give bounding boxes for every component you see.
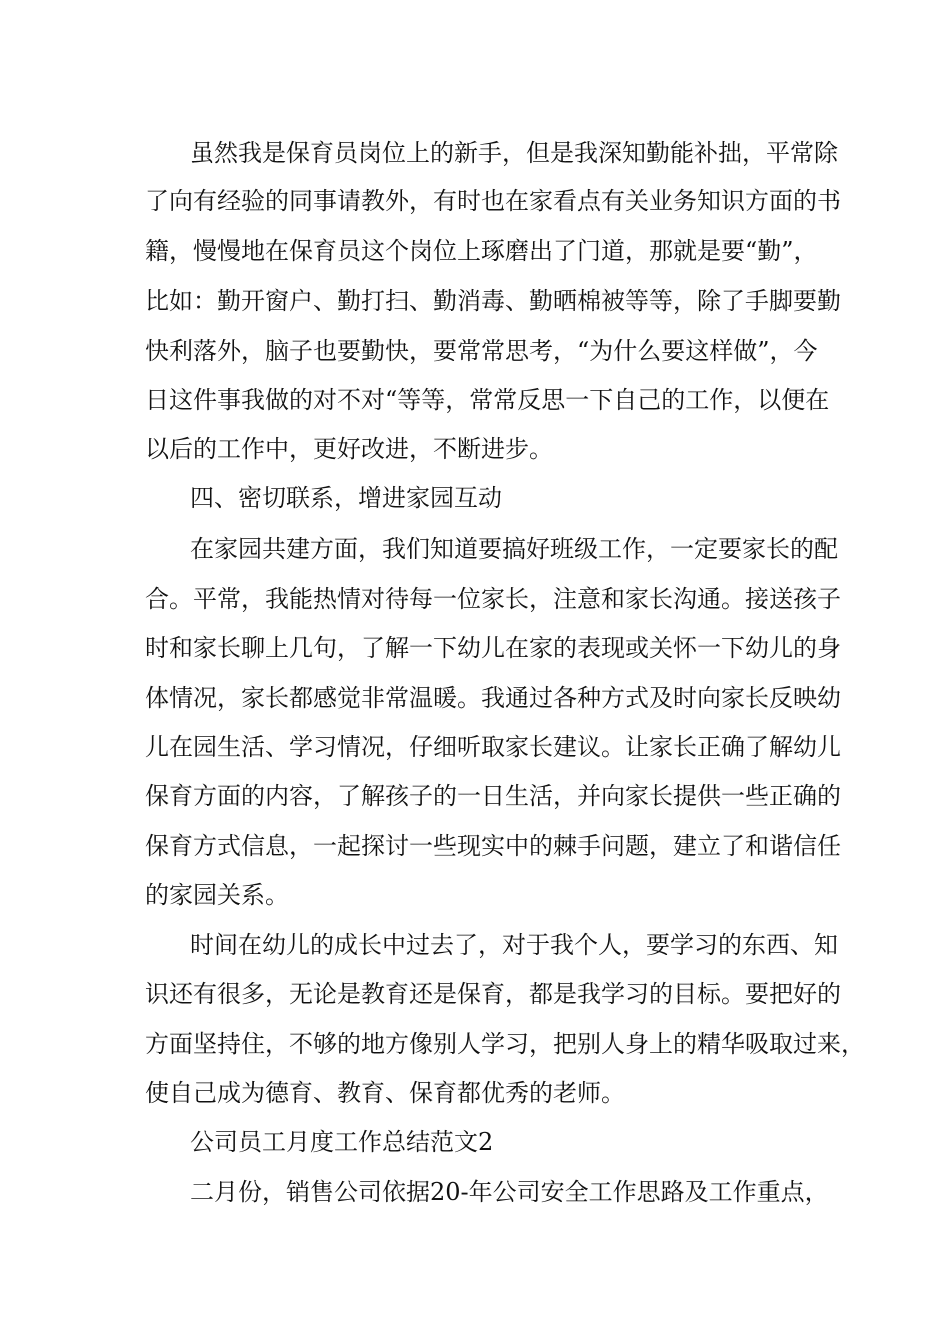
paragraph-3-line-3: 方面坚持住，不够的地方像别人学习，把别人身上的精华吸取过来， — [145, 1030, 865, 1058]
paragraph-1-line-7: 以后的工作中，更好改进，不断进步。 — [145, 435, 553, 463]
paragraph-1-line-5: 快利落外，脑子也要勤快，要常常思考，“为什么要这样做”，今 — [145, 337, 818, 365]
paragraph-4-line-1: 二月份，销售公司依据20-年公司安全工作思路及工作重点， — [190, 1178, 829, 1206]
paragraph-1-line-6: 日这件事我做的对不对“等等，常常反思一下自己的工作，以便在 — [145, 386, 830, 414]
section-heading-4: 四、密切联系，增进家园互动 — [190, 484, 502, 512]
paragraph-2-line-1: 在家园共建方面，我们知道要搞好班级工作，一定要家长的配 — [190, 535, 838, 563]
paragraph-3-line-4: 使自己成为德育、教育、保育都优秀的老师。 — [145, 1079, 625, 1107]
paragraph-1-line-1: 虽然我是保育员岗位上的新手，但是我深知勤能补拙，平常除 — [190, 139, 838, 167]
paragraph-2-line-3: 时和家长聊上几句，了解一下幼儿在家的表现或关怀一下幼儿的身 — [145, 634, 841, 662]
paragraph-3-line-1: 时间在幼儿的成长中过去了，对于我个人，要学习的东西、知 — [190, 931, 838, 959]
article-title: 公司员工月度工作总结范文2 — [190, 1128, 494, 1156]
paragraph-2-line-8: 的家园关系。 — [145, 881, 289, 909]
paragraph-2-line-6: 保育方面的内容，了解孩子的一日生活，并向家长提供一些正确的 — [145, 782, 841, 810]
paragraph-1-line-3: 籍，慢慢地在保育员这个岗位上琢磨出了门道，那就是要“勤”， — [145, 237, 818, 265]
paragraph-3-line-2: 识还有很多，无论是教育还是保育，都是我学习的目标。要把好的 — [145, 980, 841, 1008]
paragraph-1-line-2: 了向有经验的同事请教外，有时也在家看点有关业务知识方面的书 — [145, 187, 841, 215]
paragraph-2-line-4: 体情况，家长都感觉非常温暖。我通过各种方式及时向家长反映幼 — [145, 684, 841, 712]
paragraph-2-line-5: 儿在园生活、学习情况，仔细听取家长建议。让家长正确了解幼儿 — [145, 733, 841, 761]
paragraph-2-line-7: 保育方式信息，一起探讨一些现实中的棘手问题，建立了和谐信任 — [145, 832, 841, 860]
paragraph-2-line-2: 合。平常，我能热情对待每一位家长，注意和家长沟通。接送孩子 — [145, 585, 841, 613]
paragraph-1-line-4: 比如：勤开窗户、勤打扫、勤消毒、勤晒棉被等等，除了手脚要勤 — [145, 287, 841, 315]
